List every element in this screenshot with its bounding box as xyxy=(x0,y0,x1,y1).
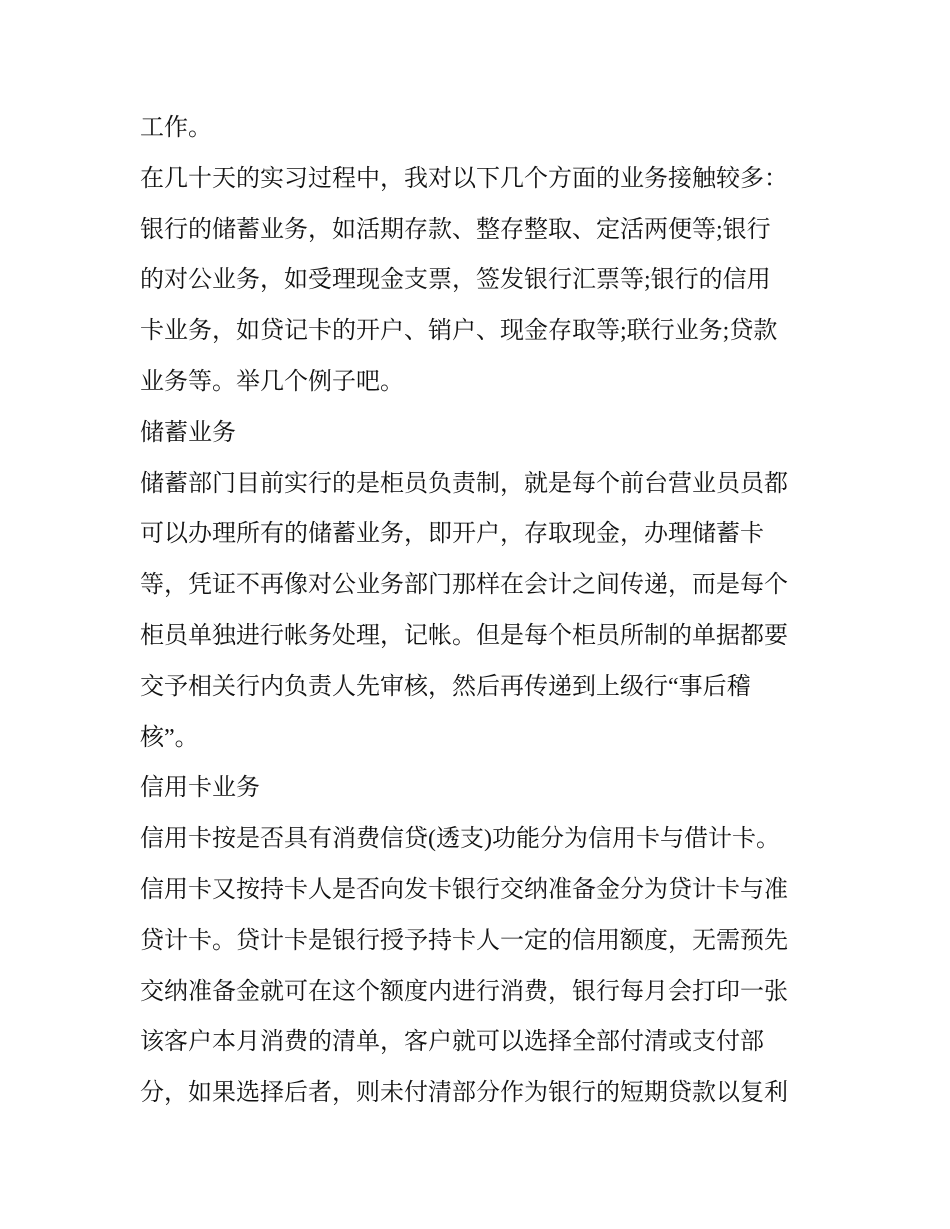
section-heading-credit-card: 信用卡业务 xyxy=(140,775,260,802)
paragraph-line: 分，如果选择后者，则未付清部分作为银行的短期贷款以复利 xyxy=(140,1080,788,1107)
paragraph-line: 卡业务，如贷记卡的开户、销户、现金存取等;联行业务;贷款 xyxy=(140,318,778,345)
paragraph-line: 储蓄部门目前实行的是柜员负责制，就是每个前台营业员员都 xyxy=(140,470,788,497)
paragraph-line: 核”。 xyxy=(140,724,199,751)
paragraph-line: 柜员单独进行帐务处理，记帐。但是每个柜员所制的单据都要 xyxy=(140,622,788,649)
paragraph-line: 在几十天的实习过程中，我对以下几个方面的业务接触较多： xyxy=(140,165,788,192)
paragraph-line: 工作。 xyxy=(140,115,212,141)
paragraph-line: 的对公业务，如受理现金支票，签发银行汇票等;银行的信用 xyxy=(140,267,771,294)
paragraph-line: 交纳准备金就可在这个额度内进行消费，银行每月会打印一张 xyxy=(140,978,788,1005)
paragraph-line: 等，凭证不再像对公业务部门那样在会计之间传递，而是每个 xyxy=(140,572,788,599)
paragraph-line: 业务等。举几个例子吧。 xyxy=(140,368,404,395)
paragraph-line: 可以办理所有的储蓄业务，即开户，存取现金，办理储蓄卡 xyxy=(140,521,764,548)
document-page xyxy=(140,103,840,1119)
paragraph-line: 交予相关行内负责人先审核，然后再传递到上级行“事后稽 xyxy=(140,673,751,700)
paragraph-line: 信用卡按是否具有消费信贷(透支)功能分为信用卡与借计卡。 xyxy=(140,826,780,853)
section-heading-savings: 储蓄业务 xyxy=(140,419,236,446)
paragraph-line: 银行的储蓄业务，如活期存款、整存整取、定活两便等;银行 xyxy=(140,216,771,243)
paragraph-line: 贷计卡。贷计卡是银行授予持卡人一定的信用额度，无需预先 xyxy=(140,927,788,954)
paragraph-line: 该客户本月消费的清单，客户就可以选择全部付清或支付部 xyxy=(140,1029,764,1056)
paragraph-line: 信用卡又按持卡人是否向发卡银行交纳准备金分为贷计卡与准 xyxy=(140,876,788,903)
